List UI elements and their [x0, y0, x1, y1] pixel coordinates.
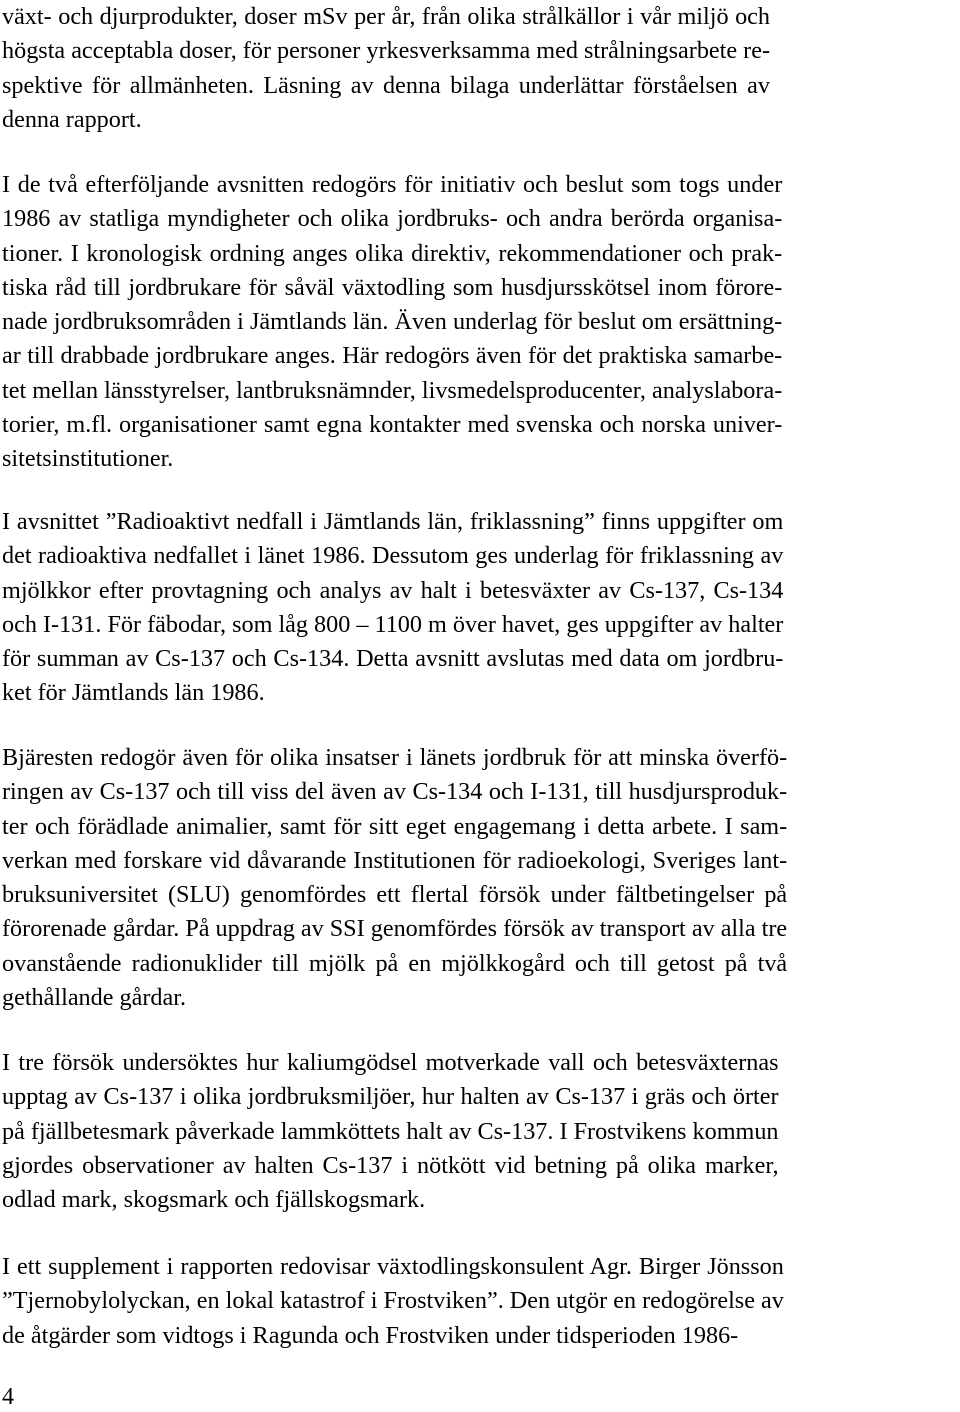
text-line: växt- och djurprodukter, doser mSv per år, från olika strålkällor i vår miljö och	[2, 3, 771, 30]
paragraph-1	[2, 0, 770, 137]
text-line: I de två efterföljande avsnitten redogörs för initiativ och beslut som togs under	[2, 171, 783, 198]
text-line: nade jordbruksområden i Jämtlands län. Även underlag för beslut om ersättning-	[2, 308, 783, 336]
text-line: ter och förädlade animalier, samt för sitt eget engagemang i detta arbete. I sam-	[2, 812, 788, 840]
text-line: denna rapport.	[2, 105, 142, 133]
text-line: de åtgärder som vidtogs i Ragunda och Frostviken under tidsperioden 1986-	[2, 1321, 739, 1349]
text-line: ar till drabbade jordbrukare anges. Här redogörs även för det praktiska samarbe-	[2, 342, 783, 370]
paragraph-5	[2, 1046, 779, 1217]
paragraph-2	[2, 168, 782, 477]
paragraph-4	[2, 741, 787, 1015]
text-line: tioner. I kronologisk ordning anges olika direktiv, rekommendationer och prak-	[2, 239, 783, 267]
text-line: det radioaktiva nedfallet i länet 1986. Dessutom ges underlag för friklassning av	[2, 542, 784, 570]
text-line: I ett supplement i rapporten redovisar växtodlingskonsulent Agr. Birger Jönsson	[2, 1253, 784, 1280]
text-line: sitetsinstitutioner.	[2, 445, 174, 473]
text-line: för summan av Cs-137 och Cs-134. Detta avsnitt avslutas med data om jordbru-	[2, 645, 784, 673]
text-line: tet mellan länsstyrelser, lantbruksnämnder, livsmedelsproducenter, analyslabora-	[2, 376, 783, 404]
text-line: på fjällbetesmark påverkade lammköttets halt av Cs-137. I Frostvikens kommun	[2, 1117, 779, 1145]
text-line: 1986 av statliga myndigheter och olika jordbruks- och andra berörda organisa-	[2, 205, 783, 233]
text-line: förorenade gårdar. På uppdrag av SSI genomfördes försök av transport av alla tre	[2, 915, 788, 943]
text-line: torier, m.fl. organisationer samt egna kontakter med svenska och norska univer-	[2, 411, 783, 439]
text-line: I avsnittet ”Radioaktivt nedfall i Jämtlands län, friklassning” finns uppgifter om	[2, 508, 784, 535]
paragraph-6	[2, 1250, 784, 1353]
paragraph-3	[2, 505, 783, 711]
text-line: ”Tjernobylolyckan, en lokal katastrof i Frostviken”. Den utgör en redogörelse av	[2, 1287, 784, 1315]
text-line: upptag av Cs-137 i olika jordbruksmiljöer, hur halten av Cs-137 i gräs och örter	[2, 1083, 779, 1111]
text-line: och I-131. För fäbodar, som låg 800 – 1100 m över havet, ges uppgifter av halter	[2, 610, 784, 638]
text-line: ringen av Cs-137 och till viss del även av Cs-134 och I-131, till husdjursproduk-	[2, 778, 788, 806]
text-line: tiska råd till jordbrukare för såväl växtodling som husdjursskötsel inom förore-	[2, 273, 783, 301]
text-line: spektive för allmänheten. Läsning av denna bilaga underlättar förståelsen av	[2, 71, 771, 99]
text-line: verkan med forskare vid dåvarande Institutionen för radioekologi, Sveriges lant-	[2, 846, 788, 874]
text-line: gjordes observationer av halten Cs-137 i nötkött vid betning på olika marker,	[2, 1151, 779, 1179]
text-line: bruksuniversitet (SLU) genomfördes ett flertal försök under fältbetingelser på	[2, 881, 788, 909]
text-line: mjölkkor efter provtagning och analys av halt i betesväxter av Cs-137, Cs-134	[2, 576, 784, 604]
text-line: gethållande gårdar.	[2, 984, 187, 1012]
text-line: odlad mark, skogsmark och fjällskogsmark.	[2, 1186, 426, 1214]
text-line: Bjäresten redogör även för olika insatser i länets jordbruk för att minska överfö-	[2, 744, 788, 771]
text-line: I tre försök undersöktes hur kaliumgödsel motverkade vall och betesväxternas	[2, 1049, 779, 1076]
page-number: 4	[2, 1384, 14, 1410]
text-line: ket för Jämtlands län 1986.	[2, 679, 265, 707]
text-line: högsta acceptabla doser, för personer yrkesverksamma med strålningsarbete re-	[2, 37, 771, 65]
text-line: ovanstående radionuklider till mjölk på en mjölkkogård och till getost på två	[2, 949, 788, 977]
